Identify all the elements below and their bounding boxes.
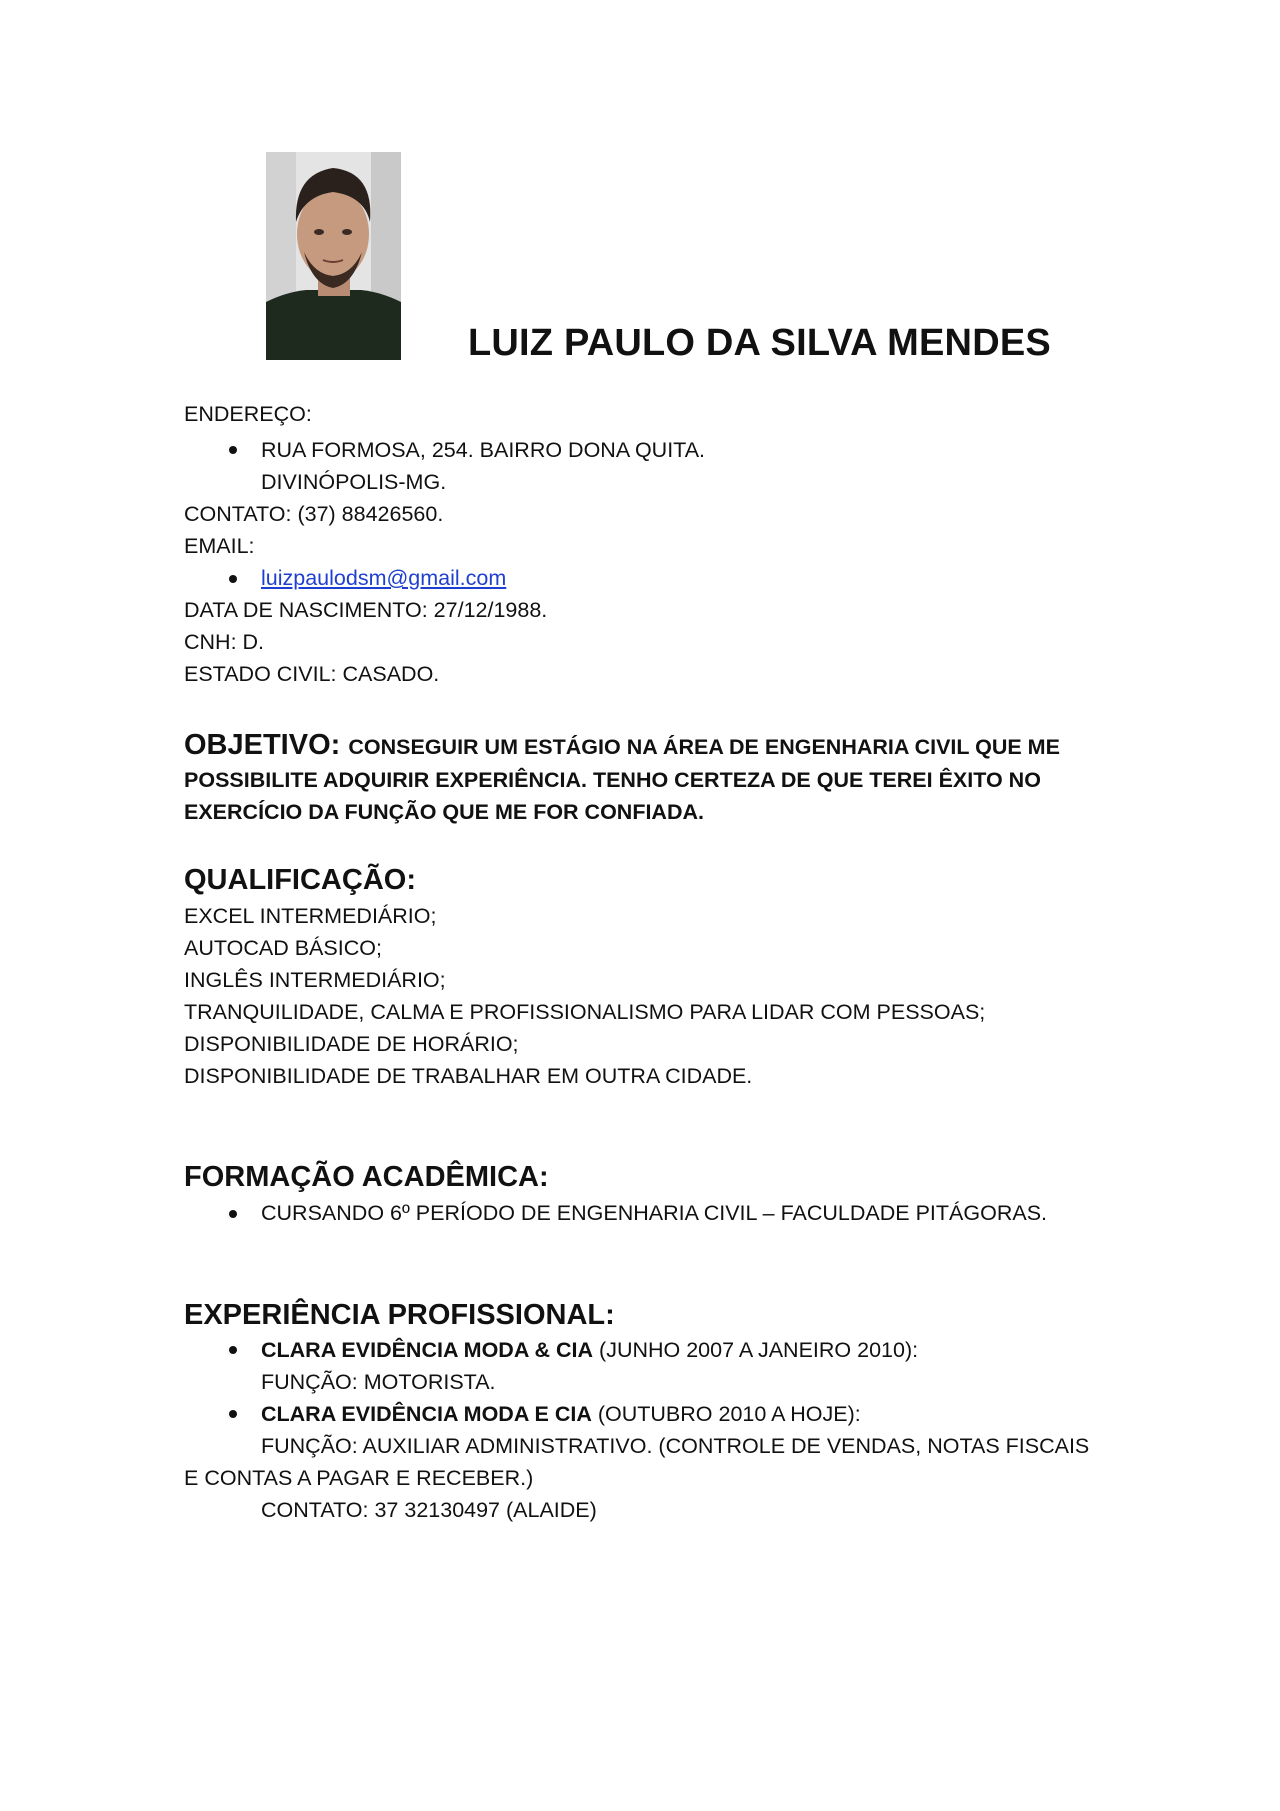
bullet-icon — [229, 1210, 237, 1218]
objective-text-line-3: EXERCÍCIO DA FUNÇÃO QUE ME FOR CONFIADA. — [184, 800, 704, 824]
email-link[interactable]: luizpaulodsm@gmail.com — [261, 566, 507, 590]
objective-section — [184, 731, 1060, 760]
bullet-icon — [229, 575, 237, 583]
job-2-role-line-2: E CONTAS A PAGAR E RECEBER.) — [184, 1466, 534, 1490]
birth-date: DATA DE NASCIMENTO: 27/12/1988. — [184, 598, 548, 622]
driver-license: CNH: D. — [184, 630, 265, 654]
phone-contact: CONTATO: (37) 88426560. — [184, 502, 444, 526]
candidate-name: LUIZ PAULO DA SILVA MENDES — [468, 322, 1051, 364]
qualification-item: INGLÊS INTERMEDIÁRIO; — [184, 968, 446, 992]
objective-text-line-1: CONSEGUIR UM ESTÁGIO NA ÁREA DE ENGENHARIA CIVIL QUE ME — [348, 735, 1060, 759]
qualification-item: EXCEL INTERMEDIÁRIO; — [184, 904, 437, 928]
education-item: CURSANDO 6º PERÍODO DE ENGENHARIA CIVIL – FACULDADE PITÁGORAS. — [261, 1201, 1048, 1225]
education-heading: FORMAÇÃO ACADÊMICA: — [184, 1161, 549, 1193]
qualification-item: DISPONIBILIDADE DE HORÁRIO; — [184, 1032, 519, 1056]
qualification-item: DISPONIBILIDADE DE TRABALHAR EM OUTRA CIDADE. — [184, 1064, 753, 1088]
qualification-item: TRANQUILIDADE, CALMA E PROFISSIONALISMO PARA LIDAR COM PESSOAS; — [184, 1000, 986, 1024]
address-label: ENDEREÇO: — [184, 402, 312, 426]
qualification-heading: QUALIFICAÇÃO: — [184, 864, 416, 896]
job-1-period: (JUNHO 2007 A JANEIRO 2010): — [593, 1338, 919, 1362]
job-2-role-line-1: FUNÇÃO: AUXILIAR ADMINISTRATIVO. (CONTROLE DE VENDAS, NOTAS FISCAIS — [261, 1434, 1090, 1458]
bullet-icon — [229, 1346, 237, 1354]
bullet-icon — [229, 1410, 237, 1418]
job-2-contact: CONTATO: 37 32130497 (ALAIDE) — [261, 1498, 597, 1522]
objective-heading: OBJETIVO: — [184, 729, 341, 761]
experience-heading: EXPERIÊNCIA PROFISSIONAL: — [184, 1299, 615, 1331]
job-1-role: FUNÇÃO: MOTORISTA. — [261, 1370, 496, 1394]
objective-text-line-2: POSSIBILITE ADQUIRIR EXPERIÊNCIA. TENHO CERTEZA DE QUE TEREI ÊXITO NO — [184, 768, 1041, 792]
civil-status: ESTADO CIVIL: CASADO. — [184, 662, 440, 686]
job-2-period: (OUTUBRO 2010 A HOJE): — [591, 1402, 861, 1426]
job-2-company: CLARA EVIDÊNCIA MODA E CIA — [261, 1402, 592, 1426]
address-line-1: RUA FORMOSA, 254. BAIRRO DONA QUITA. — [261, 438, 706, 462]
portrait-photo — [266, 152, 401, 360]
job-2-entry — [261, 1404, 861, 1426]
address-line-2: DIVINÓPOLIS-MG. — [261, 470, 447, 494]
bullet-icon — [229, 446, 237, 454]
job-1-entry — [261, 1340, 918, 1362]
email-label: EMAIL: — [184, 534, 255, 558]
qualification-item: AUTOCAD BÁSICO; — [184, 936, 382, 960]
job-1-company: CLARA EVIDÊNCIA MODA & CIA — [261, 1338, 594, 1362]
